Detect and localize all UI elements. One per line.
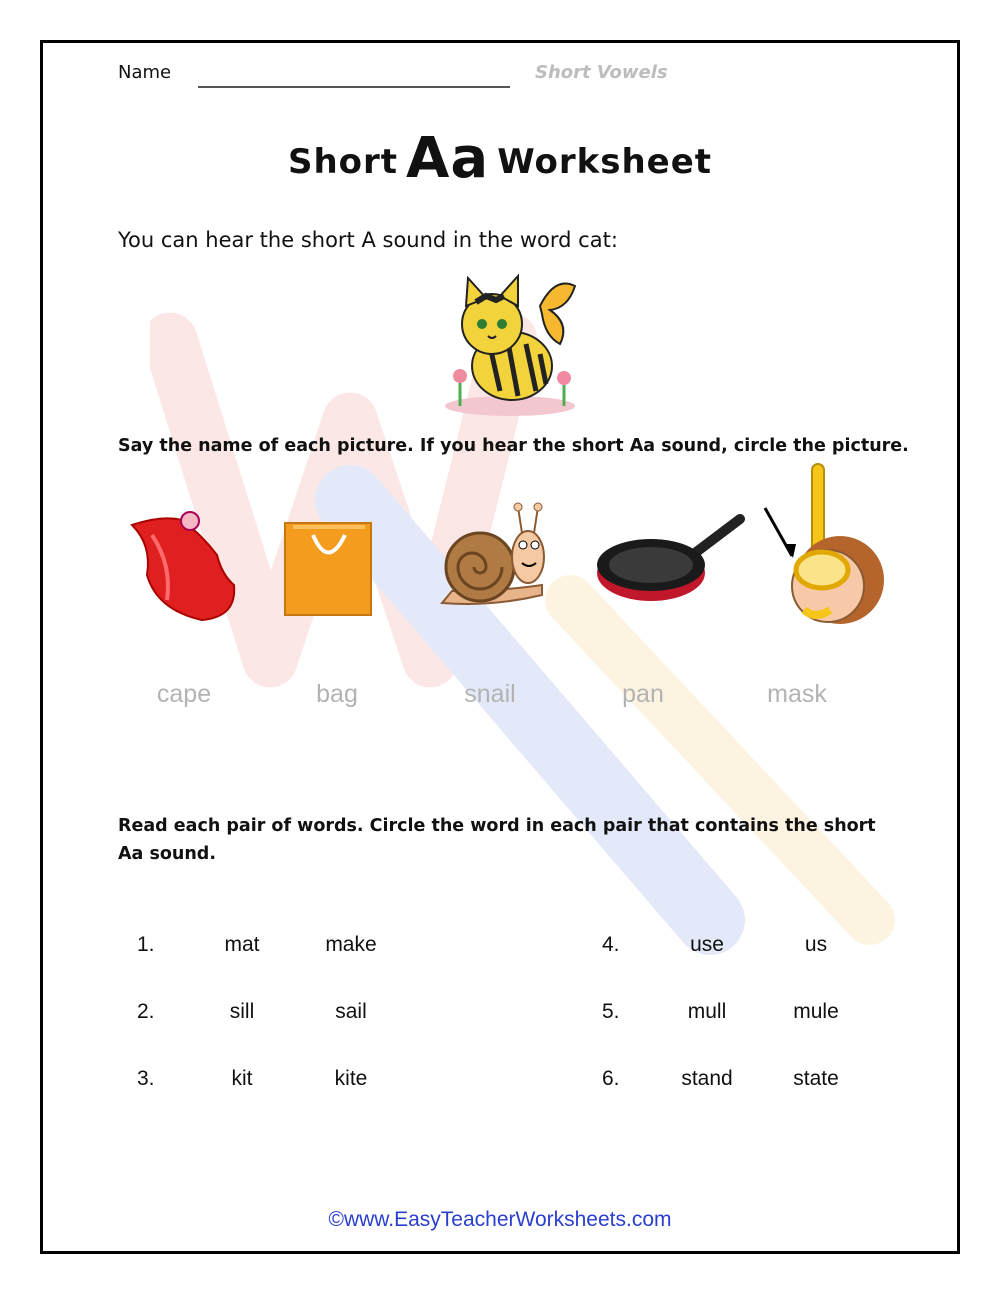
- intro-text: You can hear the short A sound in the word cat:: [118, 228, 618, 252]
- name-field[interactable]: [198, 86, 510, 88]
- cape-icon[interactable]: [122, 505, 242, 635]
- footer-link[interactable]: ©www.EasyTeacherWorksheets.com: [328, 1208, 672, 1231]
- pair-word[interactable]: mule: [793, 1000, 839, 1023]
- picture-word: snail: [464, 680, 516, 708]
- snail-icon[interactable]: [432, 495, 552, 625]
- picture-word: bag: [316, 680, 358, 708]
- title-letters: Aa: [406, 126, 490, 191]
- picture-instruction: Say the name of each picture. If you hear the short Aa sound, circle the picture.: [118, 436, 909, 456]
- mask-icon[interactable]: [760, 460, 900, 635]
- pair-number: 2.: [137, 1000, 155, 1023]
- pair-number: 1.: [137, 933, 155, 956]
- pair-word[interactable]: mat: [224, 933, 260, 956]
- picture-word: cape: [156, 680, 212, 708]
- pair-word[interactable]: use: [690, 933, 724, 956]
- name-label: Name: [118, 62, 172, 83]
- title-prefix: Short: [287, 142, 399, 182]
- cat-icon: [440, 266, 585, 418]
- pair-word[interactable]: state: [793, 1067, 839, 1090]
- bag-icon[interactable]: [275, 505, 395, 635]
- pan-icon[interactable]: [595, 505, 745, 635]
- pair-number: 5.: [602, 1000, 620, 1023]
- pair-word[interactable]: mull: [687, 1000, 727, 1023]
- pairs-instruction: Read each pair of words. Circle the word in each pair that contains the short Aa sound.: [118, 816, 876, 864]
- picture-word: mask: [767, 680, 827, 708]
- pair-word[interactable]: stand: [681, 1067, 733, 1090]
- pair-word[interactable]: kit: [231, 1067, 253, 1090]
- pair-word[interactable]: make: [325, 933, 377, 956]
- pair-number: 3.: [137, 1067, 155, 1090]
- pair-word[interactable]: sail: [335, 1000, 367, 1023]
- pair-word[interactable]: us: [804, 933, 828, 956]
- pair-number: 6.: [602, 1067, 620, 1090]
- pair-word[interactable]: sill: [229, 1000, 255, 1023]
- topic-label: Short Vowels: [535, 62, 668, 83]
- page-title: [0, 126, 1000, 191]
- pair-word[interactable]: kite: [334, 1067, 368, 1090]
- title-suffix: Worksheet: [497, 142, 713, 182]
- picture-word: pan: [622, 680, 664, 708]
- pair-number: 4.: [602, 933, 620, 956]
